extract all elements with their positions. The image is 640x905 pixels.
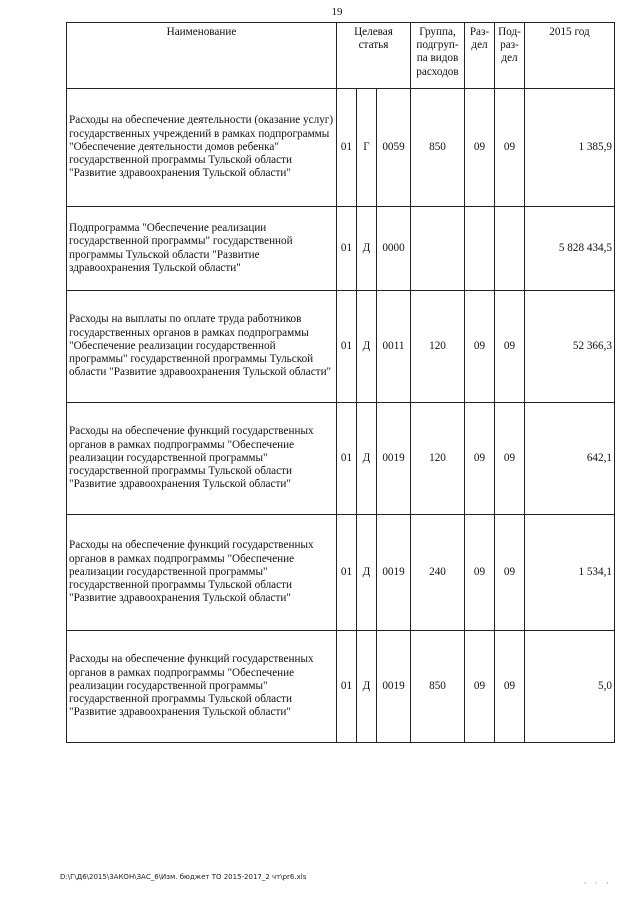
row-group: 240: [411, 515, 465, 631]
row-code-c: 0011: [377, 291, 411, 403]
row-code-a: 01: [337, 515, 357, 631]
row-amount: 5,0: [525, 631, 615, 743]
row-code-a: 01: [337, 403, 357, 515]
row-section: 09: [465, 515, 495, 631]
row-code-b: Г: [357, 89, 377, 207]
row-code-b: Д: [357, 207, 377, 291]
row-subsection: [495, 207, 525, 291]
header-name: Наименование: [67, 23, 337, 89]
row-name: Расходы на обеспечение функций государственных органов в рамках подпрограммы "Обеспечение реализации государственной программы" государственной программы Тульской области "Развитие здравоохранения Тульской области": [67, 631, 337, 743]
file-path-footer: D:\Г\Д6\2015\ЗАКОН\ЗАС_6\Изм. бюджет ТО 2015-2017_2 чт\pr6.xls: [60, 873, 307, 881]
row-amount: 642,1: [525, 403, 615, 515]
row-code-b: Д: [357, 515, 377, 631]
row-group: 120: [411, 291, 465, 403]
header-row: [67, 23, 615, 89]
scan-edge-marks: · · ·: [583, 878, 612, 888]
table-row: [67, 631, 615, 743]
row-amount: 5 828 434,5: [525, 207, 615, 291]
row-code-a: 01: [337, 89, 357, 207]
row-section: 09: [465, 403, 495, 515]
row-subsection: 09: [495, 631, 525, 743]
table-row: [67, 291, 615, 403]
row-code-c: 0019: [377, 515, 411, 631]
row-code-a: 01: [337, 207, 357, 291]
row-group: 850: [411, 89, 465, 207]
header-article: Целевая статья: [337, 23, 411, 89]
row-group: [411, 207, 465, 291]
row-amount: 1 534,1: [525, 515, 615, 631]
row-amount: 1 385,9: [525, 89, 615, 207]
header-year: 2015 год: [525, 23, 615, 89]
row-name: Расходы на обеспечение деятельности (оказание услуг) государственных учреждений в рамках подпрограммы "Обеспечение деятельности домов ребенка" государственной программы Тульской области "Развитие здравоохранения Тульской области": [67, 89, 337, 207]
header-subsection: Под-раз-дел: [495, 23, 525, 89]
row-amount: 52 366,3: [525, 291, 615, 403]
row-group: 850: [411, 631, 465, 743]
table-row: [67, 403, 615, 515]
row-code-b: Д: [357, 291, 377, 403]
page-number: 19: [331, 6, 343, 18]
header-group: Группа, подгруп-па видов расходов: [411, 23, 465, 89]
row-section: 09: [465, 291, 495, 403]
row-section: 09: [465, 89, 495, 207]
row-code-c: 0019: [377, 631, 411, 743]
row-subsection: 09: [495, 291, 525, 403]
row-name: Подпрограмма "Обеспечение реализации государственной программы" государственной программы Тульской области "Развитие здравоохранения Тульской области": [67, 207, 337, 291]
row-subsection: 09: [495, 515, 525, 631]
row-name: Расходы на выплаты по оплате труда работников государственных органов в рамках подпрограммы "Обеспечение реализации государственной программы" государственной программы Тульской области "Развитие здравоохранения Тульской области": [67, 291, 337, 403]
row-subsection: 09: [495, 89, 525, 207]
row-name: Расходы на обеспечение функций государственных органов в рамках подпрограммы "Обеспечение реализации государственной программы" государственной программы Тульской области "Развитие здравоохранения Тульской области": [67, 515, 337, 631]
row-code-c: 0019: [377, 403, 411, 515]
row-group: 120: [411, 403, 465, 515]
row-section: 09: [465, 631, 495, 743]
row-section: [465, 207, 495, 291]
row-code-c: 0000: [377, 207, 411, 291]
row-code-a: 01: [337, 631, 357, 743]
row-code-a: 01: [337, 291, 357, 403]
row-subsection: 09: [495, 403, 525, 515]
row-code-c: 0059: [377, 89, 411, 207]
row-name: Расходы на обеспечение функций государственных органов в рамках подпрограммы "Обеспечение реализации государственной программы" государственной программы Тульской области "Развитие здравоохранения Тульской области": [67, 403, 337, 515]
row-code-b: Д: [357, 631, 377, 743]
table-row: [67, 89, 615, 207]
row-code-b: Д: [357, 403, 377, 515]
header-section: Раз-дел: [465, 23, 495, 89]
table-row: [67, 207, 615, 291]
table-row: [67, 515, 615, 631]
budget-table: [66, 22, 615, 743]
